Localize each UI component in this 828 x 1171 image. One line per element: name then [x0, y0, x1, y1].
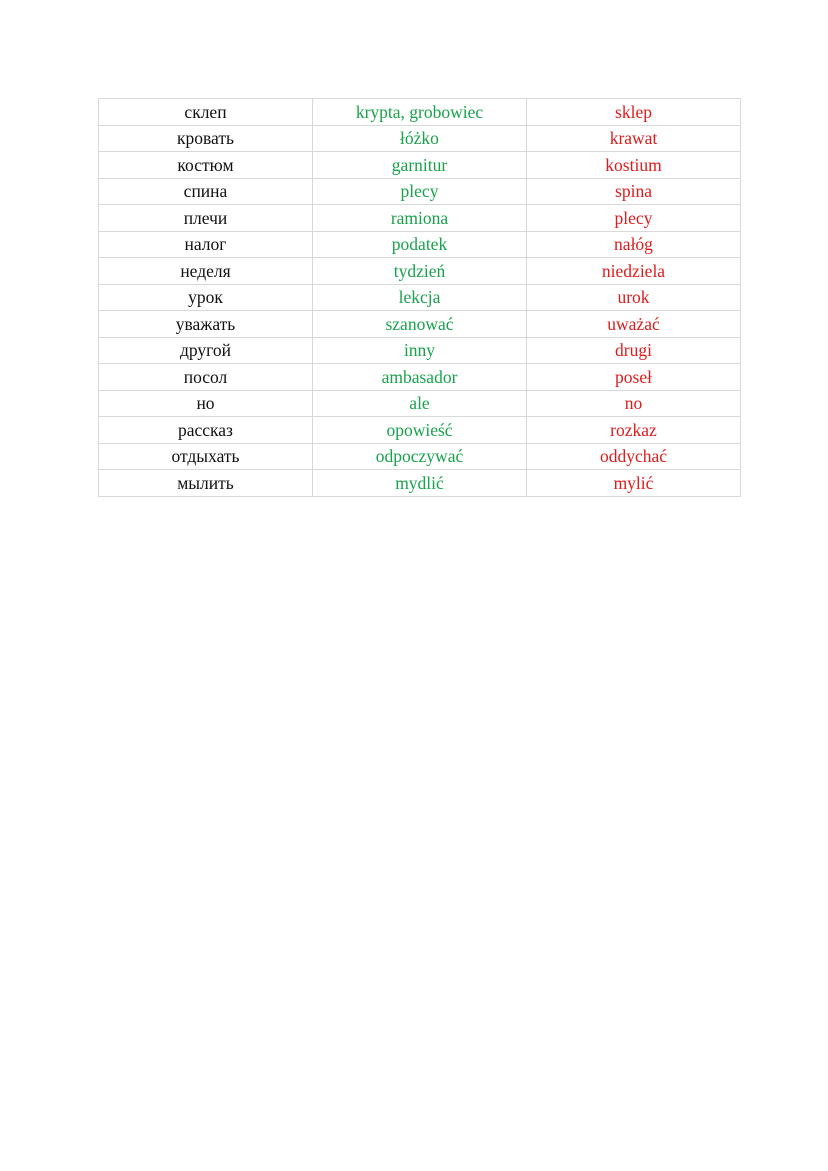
polish-translation-cell: lekcja [313, 284, 527, 311]
false-friend-cell: niedziela [527, 258, 741, 285]
table-body [99, 99, 741, 497]
false-friends-table [98, 98, 741, 497]
false-friend-cell: nałóg [527, 231, 741, 258]
polish-translation-cell: ambasador [313, 364, 527, 391]
russian-word-cell: другой [99, 337, 313, 364]
polish-translation-cell: ale [313, 390, 527, 417]
russian-word-cell: но [99, 390, 313, 417]
polish-translation-cell: krypta, grobowiec [313, 99, 527, 126]
false-friend-cell: kostium [527, 152, 741, 179]
russian-word-cell: неделя [99, 258, 313, 285]
table-row [99, 205, 741, 232]
table-row [99, 417, 741, 444]
false-friend-cell: urok [527, 284, 741, 311]
false-friend-cell: no [527, 390, 741, 417]
table-row [99, 337, 741, 364]
table-row [99, 311, 741, 338]
table-row [99, 390, 741, 417]
false-friend-cell: spina [527, 178, 741, 205]
false-friend-cell: drugi [527, 337, 741, 364]
table-row [99, 284, 741, 311]
polish-translation-cell: odpoczywać [313, 443, 527, 470]
table-row [99, 178, 741, 205]
false-friend-cell: uważać [527, 311, 741, 338]
table-row [99, 231, 741, 258]
false-friend-cell: rozkaz [527, 417, 741, 444]
table-row [99, 152, 741, 179]
russian-word-cell: урок [99, 284, 313, 311]
russian-word-cell: налог [99, 231, 313, 258]
russian-word-cell: посол [99, 364, 313, 391]
false-friend-cell: poseł [527, 364, 741, 391]
false-friend-cell: mylić [527, 470, 741, 497]
russian-word-cell: рассказ [99, 417, 313, 444]
polish-translation-cell: podatek [313, 231, 527, 258]
polish-translation-cell: garnitur [313, 152, 527, 179]
false-friend-cell: plecy [527, 205, 741, 232]
russian-word-cell: отдыхать [99, 443, 313, 470]
polish-translation-cell: łóżko [313, 125, 527, 152]
polish-translation-cell: opowieść [313, 417, 527, 444]
false-friend-cell: sklep [527, 99, 741, 126]
polish-translation-cell: plecy [313, 178, 527, 205]
russian-word-cell: уважать [99, 311, 313, 338]
false-friend-cell: oddychać [527, 443, 741, 470]
table-row [99, 364, 741, 391]
polish-translation-cell: ramiona [313, 205, 527, 232]
table-row [99, 258, 741, 285]
false-friend-cell: krawat [527, 125, 741, 152]
polish-translation-cell: szanować [313, 311, 527, 338]
table-row [99, 443, 741, 470]
russian-word-cell: мылить [99, 470, 313, 497]
polish-translation-cell: tydzień [313, 258, 527, 285]
russian-word-cell: кровать [99, 125, 313, 152]
russian-word-cell: спина [99, 178, 313, 205]
polish-translation-cell: inny [313, 337, 527, 364]
russian-word-cell: костюм [99, 152, 313, 179]
table-row [99, 470, 741, 497]
table-row [99, 99, 741, 126]
russian-word-cell: плечи [99, 205, 313, 232]
polish-translation-cell: mydlić [313, 470, 527, 497]
table-row [99, 125, 741, 152]
russian-word-cell: склеп [99, 99, 313, 126]
